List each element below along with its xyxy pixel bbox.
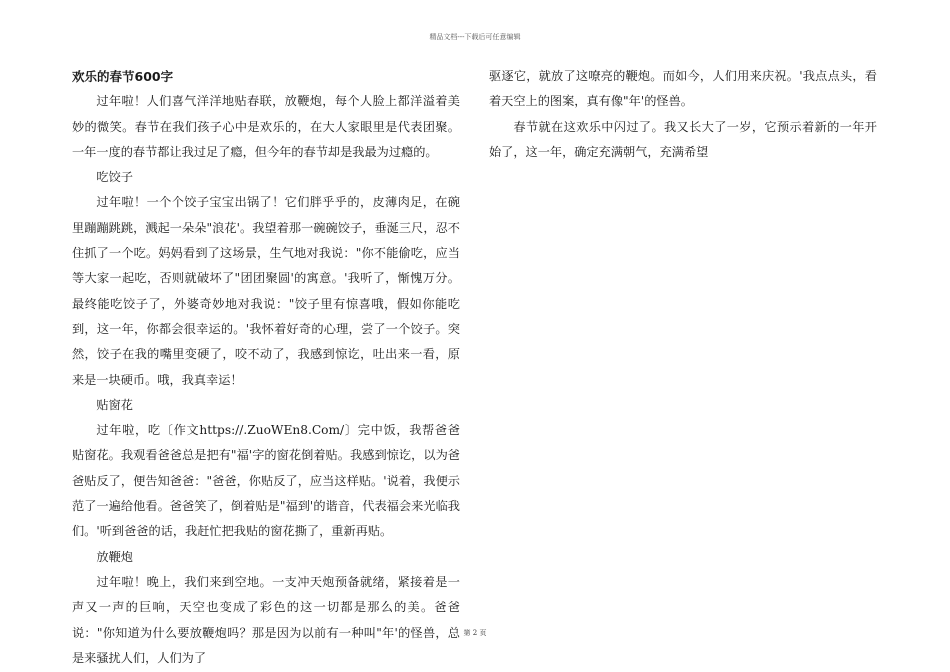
window-flowers-paragraph: 过年啦，吃〔作文https://.ZuoWEn8.Com/〕完中饭，我帮爸爸贴窗花。我观看爸爸总是把有"福'字的窗花倒着贴。我感到惊讫，以为爸爸贴反了，便告知爸爸："爸爸，你贴反了，应当这样贴。'说着，我便示范了一遍给他看。爸爸笑了，倒着贴是"福到'的谐音，代表福会来光临我们。'听到爸爸的话，我赶忙把我贴的窗花撕了，重新再贴。	[72, 423, 460, 539]
left-column	[72, 64, 460, 671]
intro-paragraph: 过年啦！人们喜气洋洋地贴春联，放鞭炮，每个人脸上都洋溢着美妙的微笑。春节在我们孩子心中是欢乐的，在大人家眼里是代表团聚。一年一度的春节都让我过足了瘾，但今年的春节却是我最为过瘾的。	[72, 94, 460, 159]
article-title: 欢乐的春节600字	[72, 69, 174, 84]
firecrackers-paragraph-continued: 驱逐它，就放了这嘹亮的鞭炮。而如今，人们用来庆祝。'我点点头，看着天空上的图案，真有像"年'的怪兽。	[489, 69, 877, 109]
right-column	[489, 64, 877, 165]
dumplings-paragraph: 过年啦！一个个饺子宝宝出锅了！它们胖乎乎的，皮薄肉足，在碗里蹦蹦跳跳，溅起一朵朵"浪花'。我望着那一碗碗饺子，垂涎三尺，忍不住抓了一个吃。妈妈看到了这场景，生气地对我说："你不能偷吃，应当等大家一起吃，否则就破坏了"团团聚圆'的寓意。'我听了，惭愧万分。最终能吃饺子了，外婆奇妙地对我说："饺子里有惊喜哦，假如你能吃到，这一年，你都会很幸运的。'我怀着好奇的心理，尝了一个饺子。突然，饺子在我的嘴里变硬了，咬不动了，我感到惊讫，吐出来一看，原来是一块硬币。哦，我真幸运！	[72, 195, 460, 387]
closing-paragraph: 春节就在这欢乐中闪过了。我又长大了一岁，它预示着新的一年开始了，这一年，确定充满朝气，充满希望	[489, 119, 877, 159]
section-heading-firecrackers: 放鞭炮	[96, 549, 133, 564]
firecrackers-paragraph: 过年啦！晚上，我们来到空地。一支冲天炮预备就绪，紧接着是一声又一声的巨响，天空也变成了彩色的这一切都是那么的美。爸爸说："你知道为什么要放鞭炮吗？那是因为以前有一种叫"年'的怪兽，总是来骚扰人们，人们为了	[72, 574, 460, 665]
page-number: 第 2 页	[463, 629, 487, 637]
section-heading-dumplings: 吃饺子	[96, 170, 133, 185]
section-heading-window-flowers: 贴窗花	[96, 397, 133, 412]
page-header: 精品文档---下载后可任意编辑	[429, 33, 521, 41]
